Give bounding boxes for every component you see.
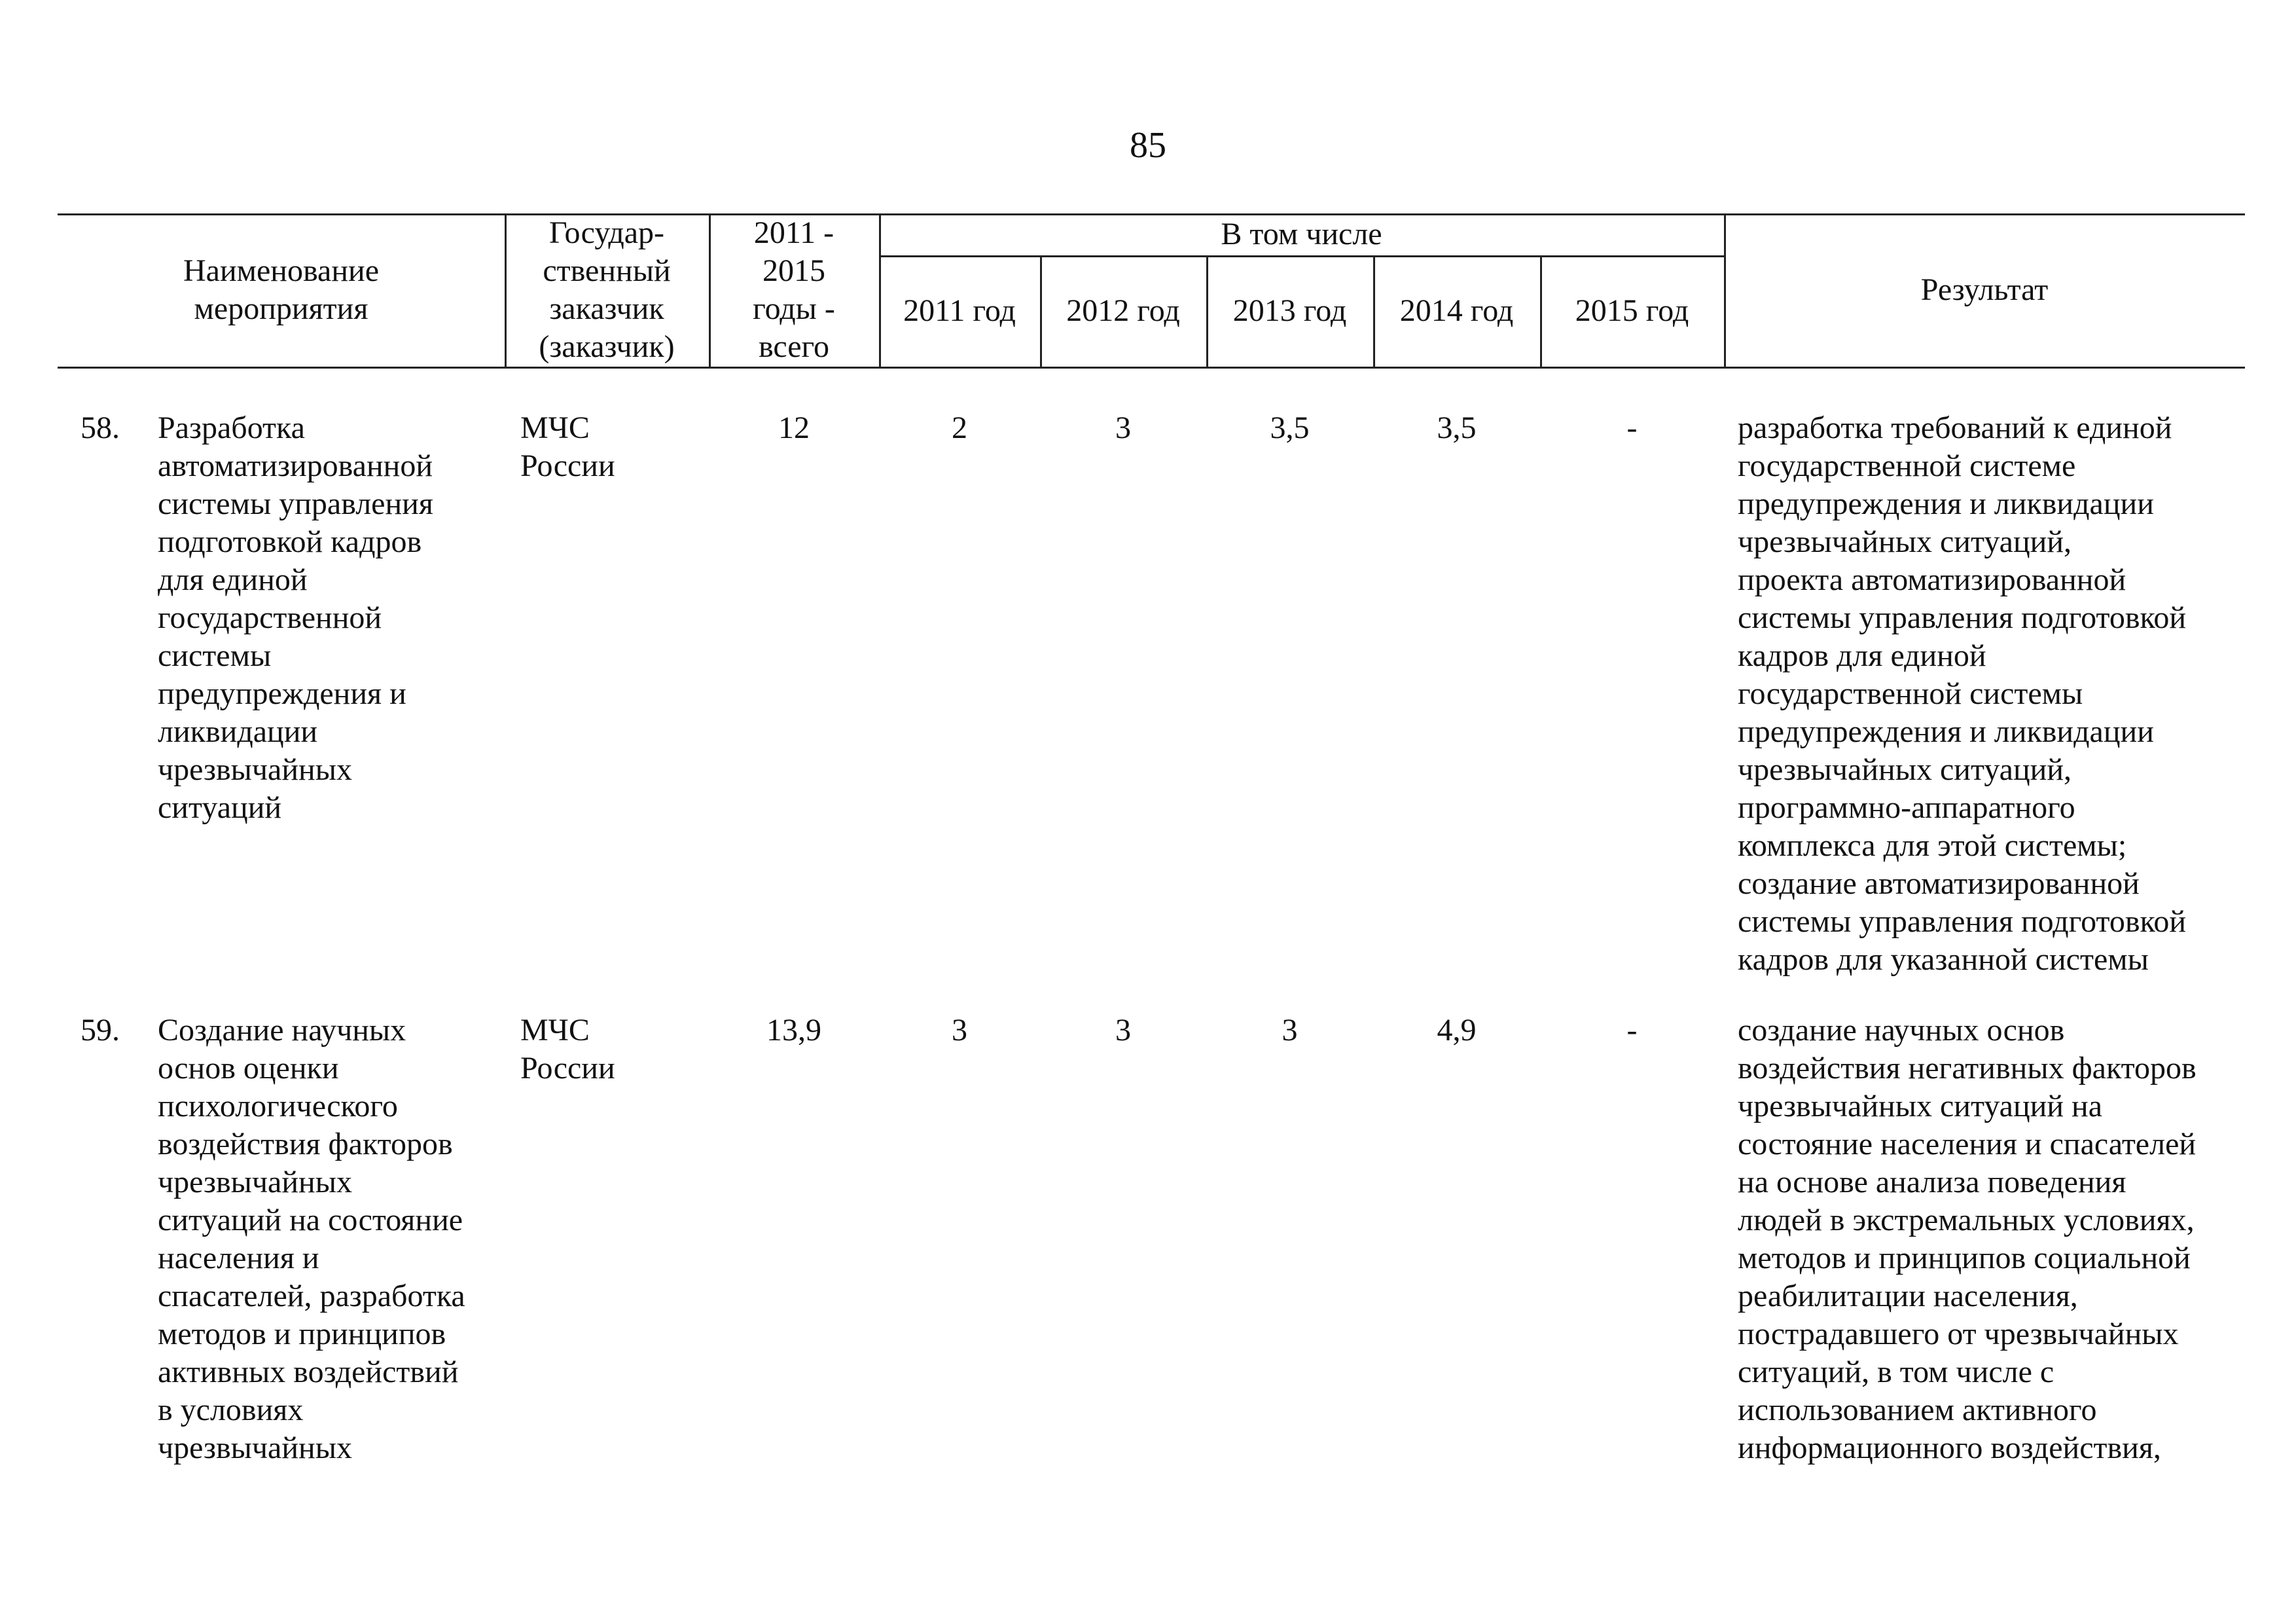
row-year-2012: 3 xyxy=(1115,410,1131,445)
row-year-2011: 2 xyxy=(952,410,967,445)
row-number: 59. xyxy=(81,1013,120,1048)
header-year-2013: 2013 год xyxy=(1232,293,1347,328)
header-year-2014: 2014 год xyxy=(1399,293,1514,328)
row-year-2013: 3,5 xyxy=(1270,410,1310,445)
row-customer: МЧС России xyxy=(520,1013,615,1085)
row-year-2013: 3 xyxy=(1282,1013,1298,1048)
header-total: 2011 - 2015 годы - всего xyxy=(753,215,835,364)
row-name: Создание научных основ оценки психологического воздействия факторов чрезвычайных ситуаций на состояние населения и спасателей, разработка методов и принципов активных воздействий в условиях чрезвычайных xyxy=(158,1013,465,1465)
row-total: 12 xyxy=(778,410,810,445)
row-customer: МЧС России xyxy=(520,410,615,483)
row-number: 58. xyxy=(81,410,120,445)
row-year-2011: 3 xyxy=(952,1013,967,1048)
page-number: 85 xyxy=(1130,125,1166,166)
row-total: 13,9 xyxy=(766,1013,821,1048)
row-year-2012: 3 xyxy=(1115,1013,1131,1048)
row-year-2015: - xyxy=(1626,410,1638,445)
row-year-2014: 4,9 xyxy=(1437,1013,1477,1048)
header-customer: Государ- ственный заказчик (заказчик) xyxy=(539,215,675,364)
header-including: В том числе xyxy=(1221,217,1382,251)
row-result: разработка требований к единой государственной системе предупреждения и ликвидации чрезвычайных ситуаций, проекта автоматизированной системы управления подготовкой кадров для единой государственной системы предупреждения и ликвидации чрезвычайных ситуаций, программно-аппаратного комплекса для этой системы; создание автоматизированной системы управления подготовкой кадров для указанной системы xyxy=(1738,410,2187,977)
row-year-2014: 3,5 xyxy=(1437,410,1477,445)
header-bottom-rule xyxy=(58,367,2245,369)
row-result: создание научных основ воздействия негативных факторов чрезвычайных ситуаций на состояние населения и спасателей на основе анализа поведения людей в экстремальных условиях, методов и принципов социальной реабилитации населения, пострадавшего от чрезвычайных ситуаций, в том числе с использованием активного информационного воздействия, xyxy=(1738,1013,2197,1465)
header-year-2012: 2012 год xyxy=(1066,293,1180,328)
header-name: Наименование мероприятия xyxy=(183,253,380,326)
row-year-2015: - xyxy=(1626,1013,1638,1048)
header-year-2011: 2011 год xyxy=(903,293,1016,328)
header-result: Результат xyxy=(1920,272,2049,307)
header-year-2015: 2015 год xyxy=(1575,293,1689,328)
row-name: Разработка автоматизированной системы управления подготовкой кадров для единой государственной системы предупреждения и ликвидации чрезвычайных ситуаций xyxy=(158,410,433,825)
